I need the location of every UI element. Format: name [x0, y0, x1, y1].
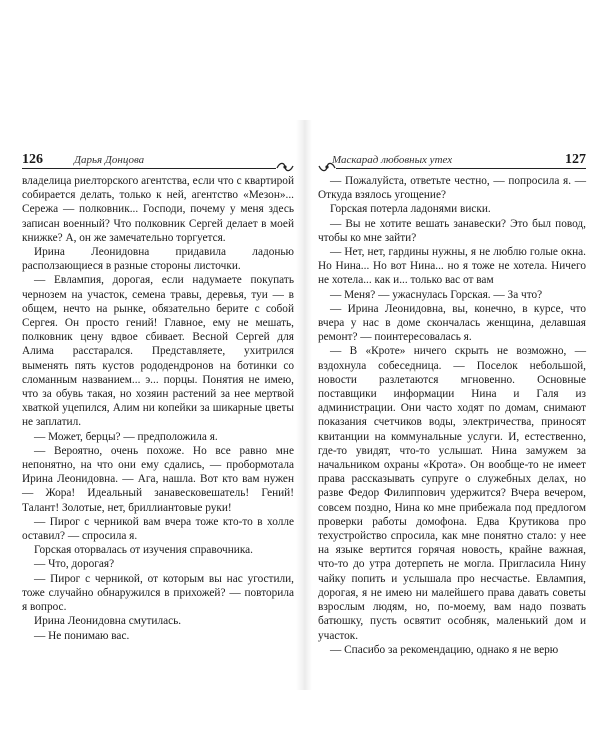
paragraph: — Вы не хотите вешать занавески? Это был повод, чтобы ко мне зайти? — [318, 217, 586, 244]
paragraph: владелица риелторского агентства, если что с квартирой собирается делать, только к ней, агентство «Мезон»... Сережа — полковник... Господи, почему у меня здесь записан военный? Что полковник Сергей делает в моей книжке? А, он же замечательно торгуется. — [22, 175, 294, 244]
paragraph: — Что, дорогая? — [34, 558, 115, 571]
right-page-header — [318, 150, 586, 172]
right-page-text — [318, 174, 586, 657]
right-page — [318, 0, 586, 750]
paragraph: — Нет, нет, гардины нужны, я не люблю голые окна. Но Нина... Но вот Нина... но я тоже не хотела. Ничего не хотела... как и... только вас от вам — [318, 246, 586, 287]
left-page-header — [22, 150, 294, 172]
paragraph: — Вероятно, очень похоже. Но все равно мне непонятно, на что они ему сдались, — пробормотала Ирина Леонидовна. — Ага, нашла. Вот кто вам нужен — Жора! Идеальный занавесковешатель! Гений! Талант! Золотые, нет, бриллиантовые руки! — [22, 444, 294, 514]
paragraph: — Пирог с черникой вам вчера тоже кто-то в холле оставил? — спросила я. — [22, 515, 294, 543]
paragraph: — Пожалуйста, ответьте честно, — попросила я. — Откуда взялось угощение? — [318, 175, 586, 202]
running-title: Маскарад любовных утех — [332, 154, 453, 166]
paragraph: Горская потерла ладонями виски. — [330, 203, 491, 216]
paragraph: — Спасибо за рекомендацию, однако я не верю — [330, 643, 559, 656]
paragraph: — Евлампия, дорогая, если надумаете покупать чернозем на участок, семена травы, деревья, туи — в общем, нечто на рынке, обязательно берите с собой Сергея. Он просто гений! Главное, ему не мешать, полковник цену вдвое сбивает. Весной Сергей для Алима расстарался. Представляете, ухитрился выменять пять кустов рододендронов на ботинки со сломанным названием... э... порцы. Понятия не имею, что за обувь такая, но хозяин растений за нее мертвой хваткой уцепился, Алим ни копейки за шикарные цветы не заплатил. — [22, 274, 294, 429]
paragraph: — Меня? — ужаснулась Горская. — За что? — [330, 288, 543, 301]
paragraph: — Может, берцы? — предположила я. — [34, 430, 218, 443]
paragraph: — Ирина Леонидовна, вы, конечно, в курсе, что вчера у нас в доме скончалась женщина, делавшая ремонт? — поинтересовалась я. — [318, 302, 586, 344]
left-page — [22, 0, 294, 750]
paragraph: Ирина Леонидовна смутилась. — [34, 615, 182, 628]
ornament-icon — [276, 160, 294, 174]
header-rule — [22, 168, 276, 169]
page-number: 126 — [22, 152, 43, 167]
paragraph: — Пирог с черникой, от которым вы нас угостили, тоже случайно обнаружился в прихожей? — повторила я вопрос. — [22, 572, 294, 614]
paragraph: Горская оторвалась от изучения справочника. — [34, 544, 253, 557]
running-title: Дарья Донцова — [74, 154, 145, 166]
header-rule — [336, 168, 586, 169]
paragraph: — Не понимаю вас. — [34, 629, 130, 642]
book-gutter-shadow — [296, 120, 312, 690]
page-number: 127 — [565, 152, 586, 167]
paragraph: — В «Кроте» ничего скрыть не возможно, — вздохнула собеседница. — Поселок небольшой, новости разлетаются мгновенно. Основные поставщики информации Нина и Галя из администрации. Они часто ходят по домам, снимают показания счетчиков воды, электричества, приносят квитанции на коммунальные услуги. И, естественно, где-то увидят, что-то услышат. Нина замужем за начальником охраны «Крота». Он вообще-то не имеет права рассказывать супруге о служебных делах, но разве Федор Филиппович удержится? Вчера вечером, совсем поздно, Нина ко мне прибежала под предлогом проверки работы домофона. Едва Крутикова про техустройство спросила, как мне понятно стало: у нее на языке вертится горячая новость, крайне важная, что-то до утра дотерпеть не могла. Пригласила Нину чайку попить и услышала про несчастье. Евлампия, дорогая, я не имею ни малейшего права давать советы взрослым людям, но, по-моему, вам надо позвать батюшку, пусть освятит особняк, маленький дом и участок. — [318, 345, 586, 642]
left-page-text — [22, 174, 294, 643]
paragraph: Ирина Леонидовна придавила ладонью расползающиеся в разные стороны листочки. — [22, 246, 294, 273]
